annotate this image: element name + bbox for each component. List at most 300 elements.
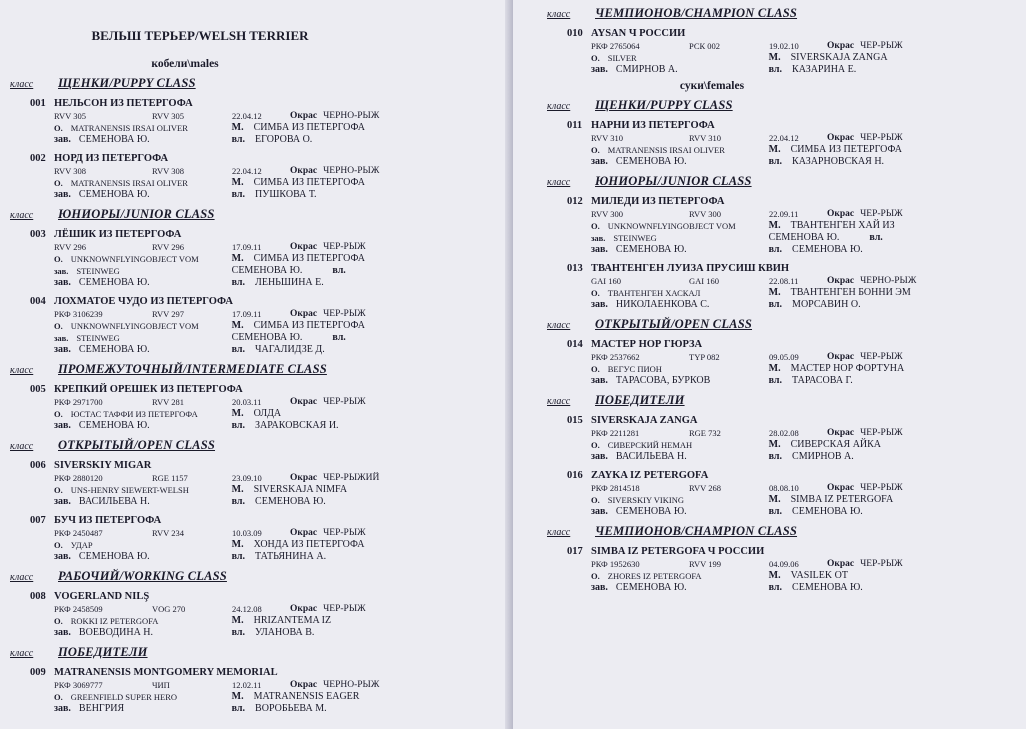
owner-label: вл.: [768, 451, 783, 462]
breeder-owner-row: [567, 375, 1017, 387]
dam-label: М.: [768, 494, 781, 505]
dam-field: [232, 615, 480, 627]
breeder-owner-row: [567, 244, 1017, 256]
registration-row: [567, 275, 1017, 287]
sire-name: UNKNOWNFLYINGOBJECT VOM: [70, 254, 199, 264]
date-of-birth: 24.12.08: [232, 604, 262, 614]
breeder-label: зав.: [591, 506, 608, 517]
breeder-owner-row: [30, 277, 480, 289]
color-value: ЧЕР-РЫЖ: [323, 242, 366, 252]
color-field: [827, 208, 903, 220]
left-sections: [10, 76, 480, 715]
color-label: Окрас: [827, 276, 855, 286]
class-heading: [10, 362, 480, 377]
sire-label: О.: [54, 616, 63, 626]
dam-field: [769, 52, 1017, 64]
dog-entry: [30, 229, 480, 289]
dam-name: SIVERSKAJA ZANGA: [790, 52, 888, 63]
sire-name: ЮСТАС ТАФФИ ИЗ ПЕТЕРГОФА: [70, 409, 198, 419]
sire-continued: [30, 265, 232, 277]
owner-label: вл.: [768, 64, 783, 75]
dog-name-line: [30, 384, 480, 396]
registration-row: [567, 208, 1017, 220]
dam-field: [232, 122, 480, 134]
sire-label: О.: [54, 409, 63, 419]
dam-continued-text: СЕМЕНОВА Ю.: [231, 332, 303, 343]
sire-field: [30, 539, 232, 551]
sire-name: ВЕГУС ПИОН: [607, 364, 662, 374]
breeder-owner-row: [30, 551, 480, 563]
color-value: ЧЕР-РЫЖ: [860, 209, 903, 219]
dog-name-line: [30, 153, 480, 165]
breeder-owner-row: [30, 344, 480, 356]
registration-row: [567, 427, 1017, 439]
breeder-field: [30, 551, 232, 563]
date-of-birth: 19.02.10: [769, 41, 799, 51]
dam-field: [232, 320, 480, 332]
catalog-number: 014: [567, 339, 583, 350]
date-of-birth: 17.09.11: [232, 309, 262, 319]
owner-name: СЕМЕНОВА Ю.: [255, 496, 326, 507]
breeder-label: зав.: [54, 189, 71, 200]
dam-name: СИВЕРСКАЯ АЙКА: [790, 439, 882, 450]
sire-name: SILVER: [607, 53, 637, 63]
catalog-number: 013: [567, 263, 583, 274]
sire-label: О.: [54, 178, 63, 188]
date-of-birth: 10.03.09: [232, 528, 262, 538]
sire-continued-label: зав.: [591, 233, 606, 243]
breeder-name: СЕМЕНОВА Ю.: [78, 420, 150, 431]
breeder-owner-row: [30, 134, 480, 146]
color-value: ЧЕРНО-РЫЖ: [323, 166, 380, 176]
color-value: ЧЕР-РЫЖ: [860, 559, 903, 569]
dam-name: СИМБА ИЗ ПЕТЕРГОФА: [253, 122, 365, 133]
tattoo: RGE 732: [689, 428, 721, 438]
color-label: Окрас: [827, 209, 855, 219]
class-heading: [547, 317, 1017, 332]
color-label: Окрас: [827, 41, 855, 51]
sire-continued-text: STEINWEG: [613, 233, 657, 243]
dog-entry: [30, 153, 480, 201]
breeder-owner-row: [567, 451, 1017, 463]
parents-row: [30, 320, 480, 332]
registration-number: РКФ 2537662: [591, 352, 640, 362]
color-field: [290, 308, 366, 320]
breeder-owner-row: [30, 420, 480, 432]
breeder-field: [567, 64, 769, 76]
dog-entry: [567, 470, 1017, 518]
catalog-number: 015: [567, 415, 583, 426]
class-heading: [547, 524, 1017, 539]
owner-name: ТАРАСОВА Г.: [792, 375, 853, 386]
sire-field: [30, 615, 232, 627]
sire-name: UNKNOWNFLYINGOBJECT VOM: [70, 321, 199, 331]
sire-name: ROKKI IZ PETERGOFA: [70, 616, 159, 626]
registration-row: [30, 472, 480, 484]
registration-row: [567, 558, 1017, 570]
sire-label: О.: [591, 495, 600, 505]
owner-label: вл.: [768, 299, 783, 310]
breeder-name: СЕМЕНОВА Ю.: [615, 582, 687, 593]
dam-field: [769, 287, 1017, 299]
sex-heading-males: кобели\males: [151, 58, 219, 70]
color-field: [827, 558, 903, 570]
owner-label: вл.: [231, 496, 246, 507]
date-of-birth: 22.04.12: [232, 111, 262, 121]
owner-name: КАЗАРИНА Е.: [792, 64, 857, 75]
sire-field: [567, 144, 769, 156]
dog-entry: [567, 263, 1017, 311]
right-page: [513, 0, 1026, 729]
dam-field: [769, 363, 1017, 375]
owner-label: вл.: [768, 582, 783, 593]
owner-name: ТАТЬЯНИНА А.: [255, 551, 327, 562]
registration-number: РКФ 2971700: [54, 397, 103, 407]
tattoo: RVV 308: [152, 166, 184, 176]
class-name: ПРОМЕЖУТОЧНЫЙ/INTERMEDIATE CLASS: [58, 362, 327, 376]
class-name: ЩЕНКИ/PUPPY CLASS: [595, 98, 733, 112]
owner-label: вл.: [231, 627, 246, 638]
owner-field: [769, 451, 1017, 463]
color-value: ЧЕР-РЫЖ: [860, 133, 903, 143]
parents-row: [30, 177, 480, 189]
sire-continued: [30, 332, 232, 344]
dog-name: ЛЁШИК ИЗ ПЕТЕРГОФА: [54, 229, 182, 240]
tattoo: RVV 234: [152, 528, 184, 538]
color-value: ЧЕР-РЫЖ: [860, 352, 903, 362]
dam-label: М.: [231, 408, 244, 419]
breeder-label: зав.: [54, 496, 71, 507]
parents-row-continued: [30, 265, 480, 277]
sire-label: О.: [591, 145, 600, 155]
dog-name-line: [30, 296, 480, 308]
tattoo: RGE 1157: [152, 473, 188, 483]
tattoo: VOG 270: [152, 604, 186, 614]
dam-continued: [769, 232, 1017, 244]
breeder-name: ВАСИЛЬЕВА Н.: [615, 451, 687, 462]
breeder-name: ВАСИЛЬЕВА Н.: [78, 496, 150, 507]
dog-name: МИЛЕДИ ИЗ ПЕТЕРГОФА: [591, 196, 725, 207]
owner-label: вл.: [231, 703, 246, 714]
breeder-label: зав.: [54, 344, 71, 355]
sire-field: [567, 363, 769, 375]
dog-name-line: [30, 515, 480, 527]
sire-field: [30, 253, 232, 265]
class-heading: [10, 438, 480, 453]
class-label: класс: [547, 101, 571, 112]
dam-continued: [232, 265, 480, 277]
registration-row: [30, 527, 480, 539]
dog-name-line: [567, 546, 1017, 558]
breeder-name: ТАРАСОВА, БУРКОВ: [615, 375, 711, 386]
color-field: [290, 396, 366, 408]
dog-entry: [567, 546, 1017, 594]
catalog-number: 003: [30, 229, 46, 240]
sire-name: UNS-HENRY SIEWERT-WELSH: [70, 485, 189, 495]
breeder-owner-row: [567, 582, 1017, 594]
dam-label: М.: [231, 122, 244, 133]
breeder-owner-row: [30, 703, 480, 715]
breeder-label: зав.: [54, 703, 71, 714]
registration-number: РКФ 2450487: [54, 528, 103, 538]
catalog-number: 001: [30, 98, 46, 109]
class-name: ПОБЕДИТЕЛИ: [58, 645, 148, 659]
tattoo: RVV 281: [152, 397, 184, 407]
owner-label: вл.: [231, 189, 246, 200]
sire-continued-label: зав.: [54, 266, 69, 276]
class-name: ЮНИОРЫ/JUNIOR CLASS: [595, 174, 752, 188]
left-column: [10, 0, 480, 719]
breeder-label: зав.: [591, 582, 608, 593]
sire-label: О.: [54, 540, 63, 550]
registration-row: [30, 603, 480, 615]
registration-row: [30, 396, 480, 408]
class-name: ОТКРЫТЫЙ/OPEN CLASS: [58, 438, 216, 452]
dam-name: СИМБА ИЗ ПЕТЕРГОФА: [253, 320, 365, 331]
owner-name: ЗАРАКОВСКАЯ И.: [255, 420, 339, 431]
color-value: ЧЕР-РЫЖ: [323, 309, 366, 319]
catalog-number: 010: [567, 28, 583, 39]
color-label: Окрас: [290, 528, 318, 538]
owner-name: ЧАГАЛИДЗЕ Д.: [255, 344, 325, 355]
date-of-birth: 17.09.11: [232, 242, 262, 252]
catalog-number: 016: [567, 470, 583, 481]
sire-field: [567, 494, 769, 506]
owner-field: [769, 299, 1017, 311]
dog-name: SIVERSKAJA ZANGA: [591, 415, 698, 426]
owner-label: вл.: [768, 244, 783, 255]
owner-name: ПУШКОВА Т.: [255, 189, 317, 200]
breeder-field: [30, 134, 232, 146]
dog-name-line: [567, 263, 1017, 275]
dog-entry: [30, 515, 480, 563]
owner-label: вл.: [231, 420, 246, 431]
date-of-birth: 22.04.12: [769, 133, 799, 143]
sex-heading-females: суки\females: [679, 80, 745, 92]
class-label: класс: [10, 210, 34, 221]
dam-label: М.: [768, 439, 781, 450]
dam-name: ОЛДА: [253, 408, 282, 419]
parents-row: [567, 52, 1017, 64]
registration-row: [567, 482, 1017, 494]
sire-label: О.: [591, 440, 600, 450]
color-label: Окрас: [290, 604, 318, 614]
breeder-label: зав.: [591, 451, 608, 462]
color-value: ЧЕРНО-РЫЖ: [323, 111, 380, 121]
sire-field: [567, 570, 769, 582]
owner-field: [769, 506, 1017, 518]
color-label: Окрас: [290, 309, 318, 319]
color-field: [827, 40, 903, 52]
date-of-birth: 22.04.12: [232, 166, 262, 176]
dam-field: [232, 691, 480, 703]
dam-label: М.: [231, 320, 244, 331]
color-value: ЧЕР-РЫЖ: [860, 483, 903, 493]
class-heading: [547, 6, 1017, 21]
breeder-owner-row: [567, 299, 1017, 311]
breeder-name: ВОЕВОДИНА Н.: [78, 627, 154, 638]
dam-name: VASILEK OT: [790, 570, 848, 581]
dog-name: SIVERSKIY MIGAR: [54, 460, 152, 471]
date-of-birth: 22.08.11: [769, 276, 799, 286]
date-of-birth: 04.09.06: [769, 559, 799, 569]
dog-entry: [30, 98, 480, 146]
owner-label: вл.: [231, 551, 246, 562]
owner-field: [232, 134, 480, 146]
color-value: ЧЕР-РЫЖ: [860, 41, 903, 51]
dog-name: ТВАНТЕНГЕН ЛУИЗА ПРУСИШ КВИН: [591, 263, 790, 274]
sire-name: UNKNOWNFLYINGOBJECT VOM: [607, 221, 736, 231]
class-label: класс: [10, 365, 34, 376]
catalog-number: 017: [567, 546, 583, 557]
right-sections: [547, 98, 1017, 594]
color-label: Окрас: [290, 680, 318, 690]
right-top-sections: [547, 6, 1017, 76]
dam-name: МАСТЕР НОР ФОРТУНА: [790, 363, 905, 374]
dam-continued: [232, 332, 480, 344]
dam-label: М.: [231, 484, 244, 495]
sire-label: О.: [591, 288, 600, 298]
color-field: [827, 482, 903, 494]
dam-continued-suffix: вл.: [332, 332, 346, 343]
dam-field: [232, 539, 480, 551]
breeder-owner-row: [30, 189, 480, 201]
parents-row: [30, 484, 480, 496]
color-field: [827, 275, 916, 287]
registration-row: [30, 241, 480, 253]
dog-name: MATRANENSIS MONTGOMERY MEMORIAL: [54, 667, 278, 678]
dam-name: ТВАНТЕНГЕН БОННИ ЭМ: [790, 287, 911, 298]
dog-name-line: [567, 415, 1017, 427]
dog-name: НАРНИ ИЗ ПЕТЕРГОФА: [591, 120, 715, 131]
breeder-name: СМИРНОВ А.: [615, 64, 678, 75]
breeder-field: [567, 451, 769, 463]
owner-field: [232, 277, 480, 289]
dog-name: VOGERLAND NILŞ: [54, 591, 150, 602]
tattoo: RVV 310: [689, 133, 721, 143]
sire-label: О.: [591, 53, 600, 63]
registration-number: RVV 308: [54, 166, 86, 176]
breeder-name: СЕМЕНОВА Ю.: [615, 244, 687, 255]
sire-label: О.: [54, 321, 63, 331]
sire-continued-text: STEINWEG: [76, 266, 120, 276]
dog-entry: [30, 384, 480, 432]
date-of-birth: 20.03.11: [232, 397, 262, 407]
sire-name: ZHORES IZ PETERGOFA: [607, 571, 702, 581]
dam-label: М.: [768, 220, 781, 231]
color-label: Окрас: [290, 166, 318, 176]
class-name: ПОБЕДИТЕЛИ: [595, 393, 685, 407]
breeder-name: СЕМЕНОВА Ю.: [78, 277, 150, 288]
owner-name: УЛАНОВА В.: [255, 627, 315, 638]
sire-name: SIVERSKIY VIKING: [607, 495, 685, 505]
class-name: ОТКРЫТЫЙ/OPEN CLASS: [595, 317, 753, 331]
dog-entry: [567, 28, 1017, 76]
color-field: [290, 603, 366, 615]
parents-row-continued: [30, 332, 480, 344]
class-heading: [547, 174, 1017, 189]
dog-name-line: [30, 591, 480, 603]
dam-label: М.: [768, 144, 781, 155]
sire-field: [567, 220, 769, 232]
dam-field: [232, 253, 480, 265]
tattoo: РСК 002: [689, 41, 721, 51]
date-of-birth: 08.08.10: [769, 483, 799, 493]
sire-field: [30, 177, 232, 189]
registration-row: [567, 132, 1017, 144]
sire-name: MATRANENSIS IRSAI OLIVER: [607, 145, 725, 155]
dam-name: СИМБА ИЗ ПЕТЕРГОФА: [253, 253, 365, 264]
dog-name-line: [30, 229, 480, 241]
owner-label: вл.: [231, 344, 246, 355]
class-label: класс: [10, 572, 34, 583]
color-label: Окрас: [290, 111, 318, 121]
breed-title: ВЕЛЬШ ТЕРЬЕР/WELSH TERRIER: [91, 28, 309, 43]
owner-field: [232, 627, 480, 639]
breeder-label: зав.: [54, 134, 71, 145]
registration-row: [30, 165, 480, 177]
owner-field: [769, 156, 1017, 168]
color-value: ЧЕР-РЫЖИЙ: [323, 473, 380, 483]
tattoo: RVV 199: [689, 559, 721, 569]
sire-field: [30, 122, 232, 134]
color-value: ЧЕР-РЫЖ: [323, 604, 366, 614]
breeder-label: зав.: [591, 64, 608, 75]
dog-name-line: [30, 460, 480, 472]
parents-row: [567, 220, 1017, 232]
dog-entry: [567, 196, 1017, 256]
dog-entry: [30, 296, 480, 356]
dam-name: MATRANENSIS EAGER: [253, 691, 360, 702]
sire-field: [30, 320, 232, 332]
owner-field: [769, 244, 1017, 256]
color-field: [290, 241, 366, 253]
color-field: [290, 472, 379, 484]
dam-name: HRIZANTEMA IZ: [253, 615, 332, 626]
breeder-owner-row: [567, 506, 1017, 518]
catalog-number: 004: [30, 296, 46, 307]
breeder-label: зав.: [591, 156, 608, 167]
sire-name: MATRANENSIS IRSAI OLIVER: [70, 178, 188, 188]
color-value: ЧЕР-РЫЖ: [323, 528, 366, 538]
breeder-field: [30, 189, 232, 201]
owner-name: МОРСАВИН О.: [792, 299, 861, 310]
date-of-birth: 12.02.11: [232, 680, 262, 690]
color-field: [290, 165, 379, 177]
sire-field: [30, 484, 232, 496]
tattoo: RVV 268: [689, 483, 721, 493]
registration-row: [567, 40, 1017, 52]
breeder-name: СЕМЕНОВА Ю.: [615, 506, 687, 517]
dam-label: М.: [231, 615, 244, 626]
dog-name-line: [30, 98, 480, 110]
breeder-field: [30, 277, 232, 289]
breeder-field: [567, 375, 769, 387]
color-label: Окрас: [827, 352, 855, 362]
catalog-number: 002: [30, 153, 46, 164]
dam-field: [769, 144, 1017, 156]
tattoo: RVV 296: [152, 242, 184, 252]
sire-continued-label: зав.: [54, 333, 69, 343]
owner-field: [232, 189, 480, 201]
dam-name: ХОНДА ИЗ ПЕТЕРГОФА: [253, 539, 365, 550]
dam-name: SIVERSKAJA NIMFA: [253, 484, 348, 495]
dog-name-line: [30, 667, 480, 679]
sire-label: О.: [54, 485, 63, 495]
sire-name: УДАР: [70, 540, 93, 550]
breeder-field: [567, 506, 769, 518]
class-label: класс: [547, 9, 571, 20]
